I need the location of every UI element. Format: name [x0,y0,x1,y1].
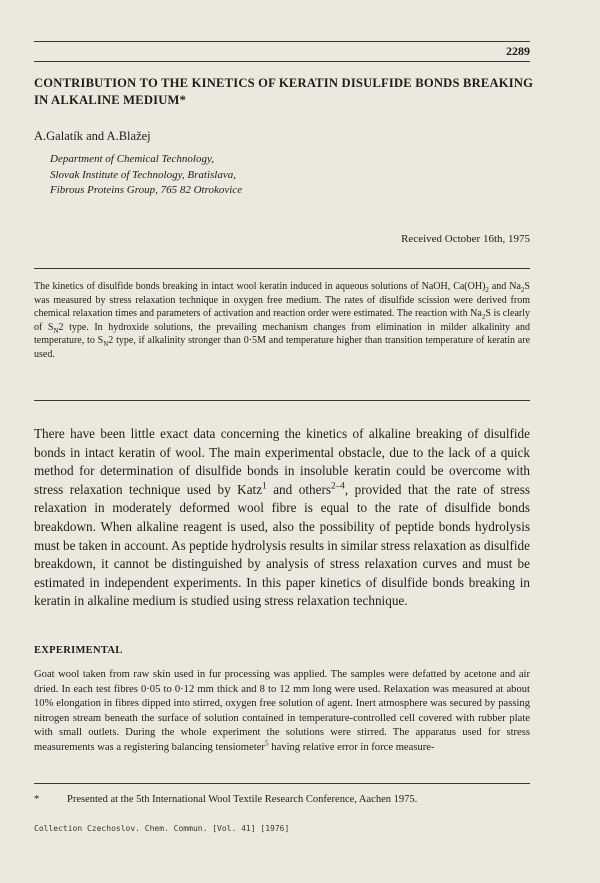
footnote-marker: * [34,794,40,805]
journal-citation: Collection Czechoslov. Chem. Commun. [Vol. 41] [1976] [34,824,290,833]
section-heading-experimental: EXPERIMENTAL [34,645,123,656]
header-rule-bottom [34,61,530,62]
introduction-paragraph: There have been little exact data concerning the kinetics of alkaline breaking of disulfide bonds in intact keratin of wool. The main experimental obstacle, due to the lack of a quick method for determination of disulfide bonds in insoluble keratin could be overcome with stress relaxation technique used by Katz$^1$ and others$^{2-4}$, provided that the rate of stress relaxation in moderately deformed wool fibre is equal to the rate of disulfide bonds breakdown. When alkaline reagent is used, also the possibility of peptide bonds hydrolysis must be taken in account. As peptide hydrolysis results in similar stress relaxation as disulfide breakdown, it cannot be distinguished by analysis of stress relaxation curves and must be estimated in independent experiments. In this paper kinetics of disulfide bonds breaking in keratin in alkaline medium is studied using stress relaxation technique. [34,426,530,609]
received-date: Received October 16th, 1975 [401,233,530,245]
article-title: CONTRIBUTION TO THE KINETICS OF KERATIN DISULFIDE BONDS BREAKING IN ALKALINE MEDIUM* [34,76,534,107]
affiliation-line: Department of Chemical Technology, [50,153,214,165]
authors: A.Galatík and A.Blažej [34,129,151,143]
affiliation [50,152,242,199]
affiliation-line: Fibrous Proteins Group, 765 82 Otrokovice [50,184,243,196]
abstract-rule-top [34,268,530,269]
abstract-rule-bottom [34,400,530,401]
footnote-rule [34,783,530,784]
page-number: 2289 [506,44,530,58]
footnote-text: Presented at the 5th International Wool Textile Research Conference, Aachen 1975. [67,794,418,805]
abstract: The kinetics of disulfide bonds breaking in intact wool keratin induced in aqueous solutions of NaOH, $Ca(OH)_2$ and $Na_2S$ was measured by stress relaxation technique in oxygen free medium. The rates of disulfide scission were derived from chemical relaxation times and parameters of activation and reaction order were estimated. The reaction with $Na_2S$ is clearly of $S_N2$ type. In hydroxide solutions, the prevailing mechanism changes from elimination in milder alkalinity and temperature, to $S_N2$ type, if alkalinity stronger than 0·5M and temperature higher than transition temperature of keratin are used. [34,281,531,360]
experimental-paragraph: Goat wool taken from raw skin used in fur processing was applied. The samples were defatted by acetone and air dried. In each test fibres 0·05 to 0·12 mm thick and 8 to 12 mm long were used. Relaxation was measured at about 10% elongation in fibres dipped into stirred, oxygen free solution of agent. Inert atmosphere was secured by passing nitrogen stream beneath the surface of solution contained in temperature-controlled cell covered with rubber plate with small outlets. During the whole experiment the solutions were stirred. The apparatus used for stress measurements was a registering balancing tensiometer$^5$ having relative error in force measure- [34,669,530,753]
affiliation-line: Slovak Institute of Technology, Bratislava, [50,168,236,181]
header-rule-top [34,41,530,42]
